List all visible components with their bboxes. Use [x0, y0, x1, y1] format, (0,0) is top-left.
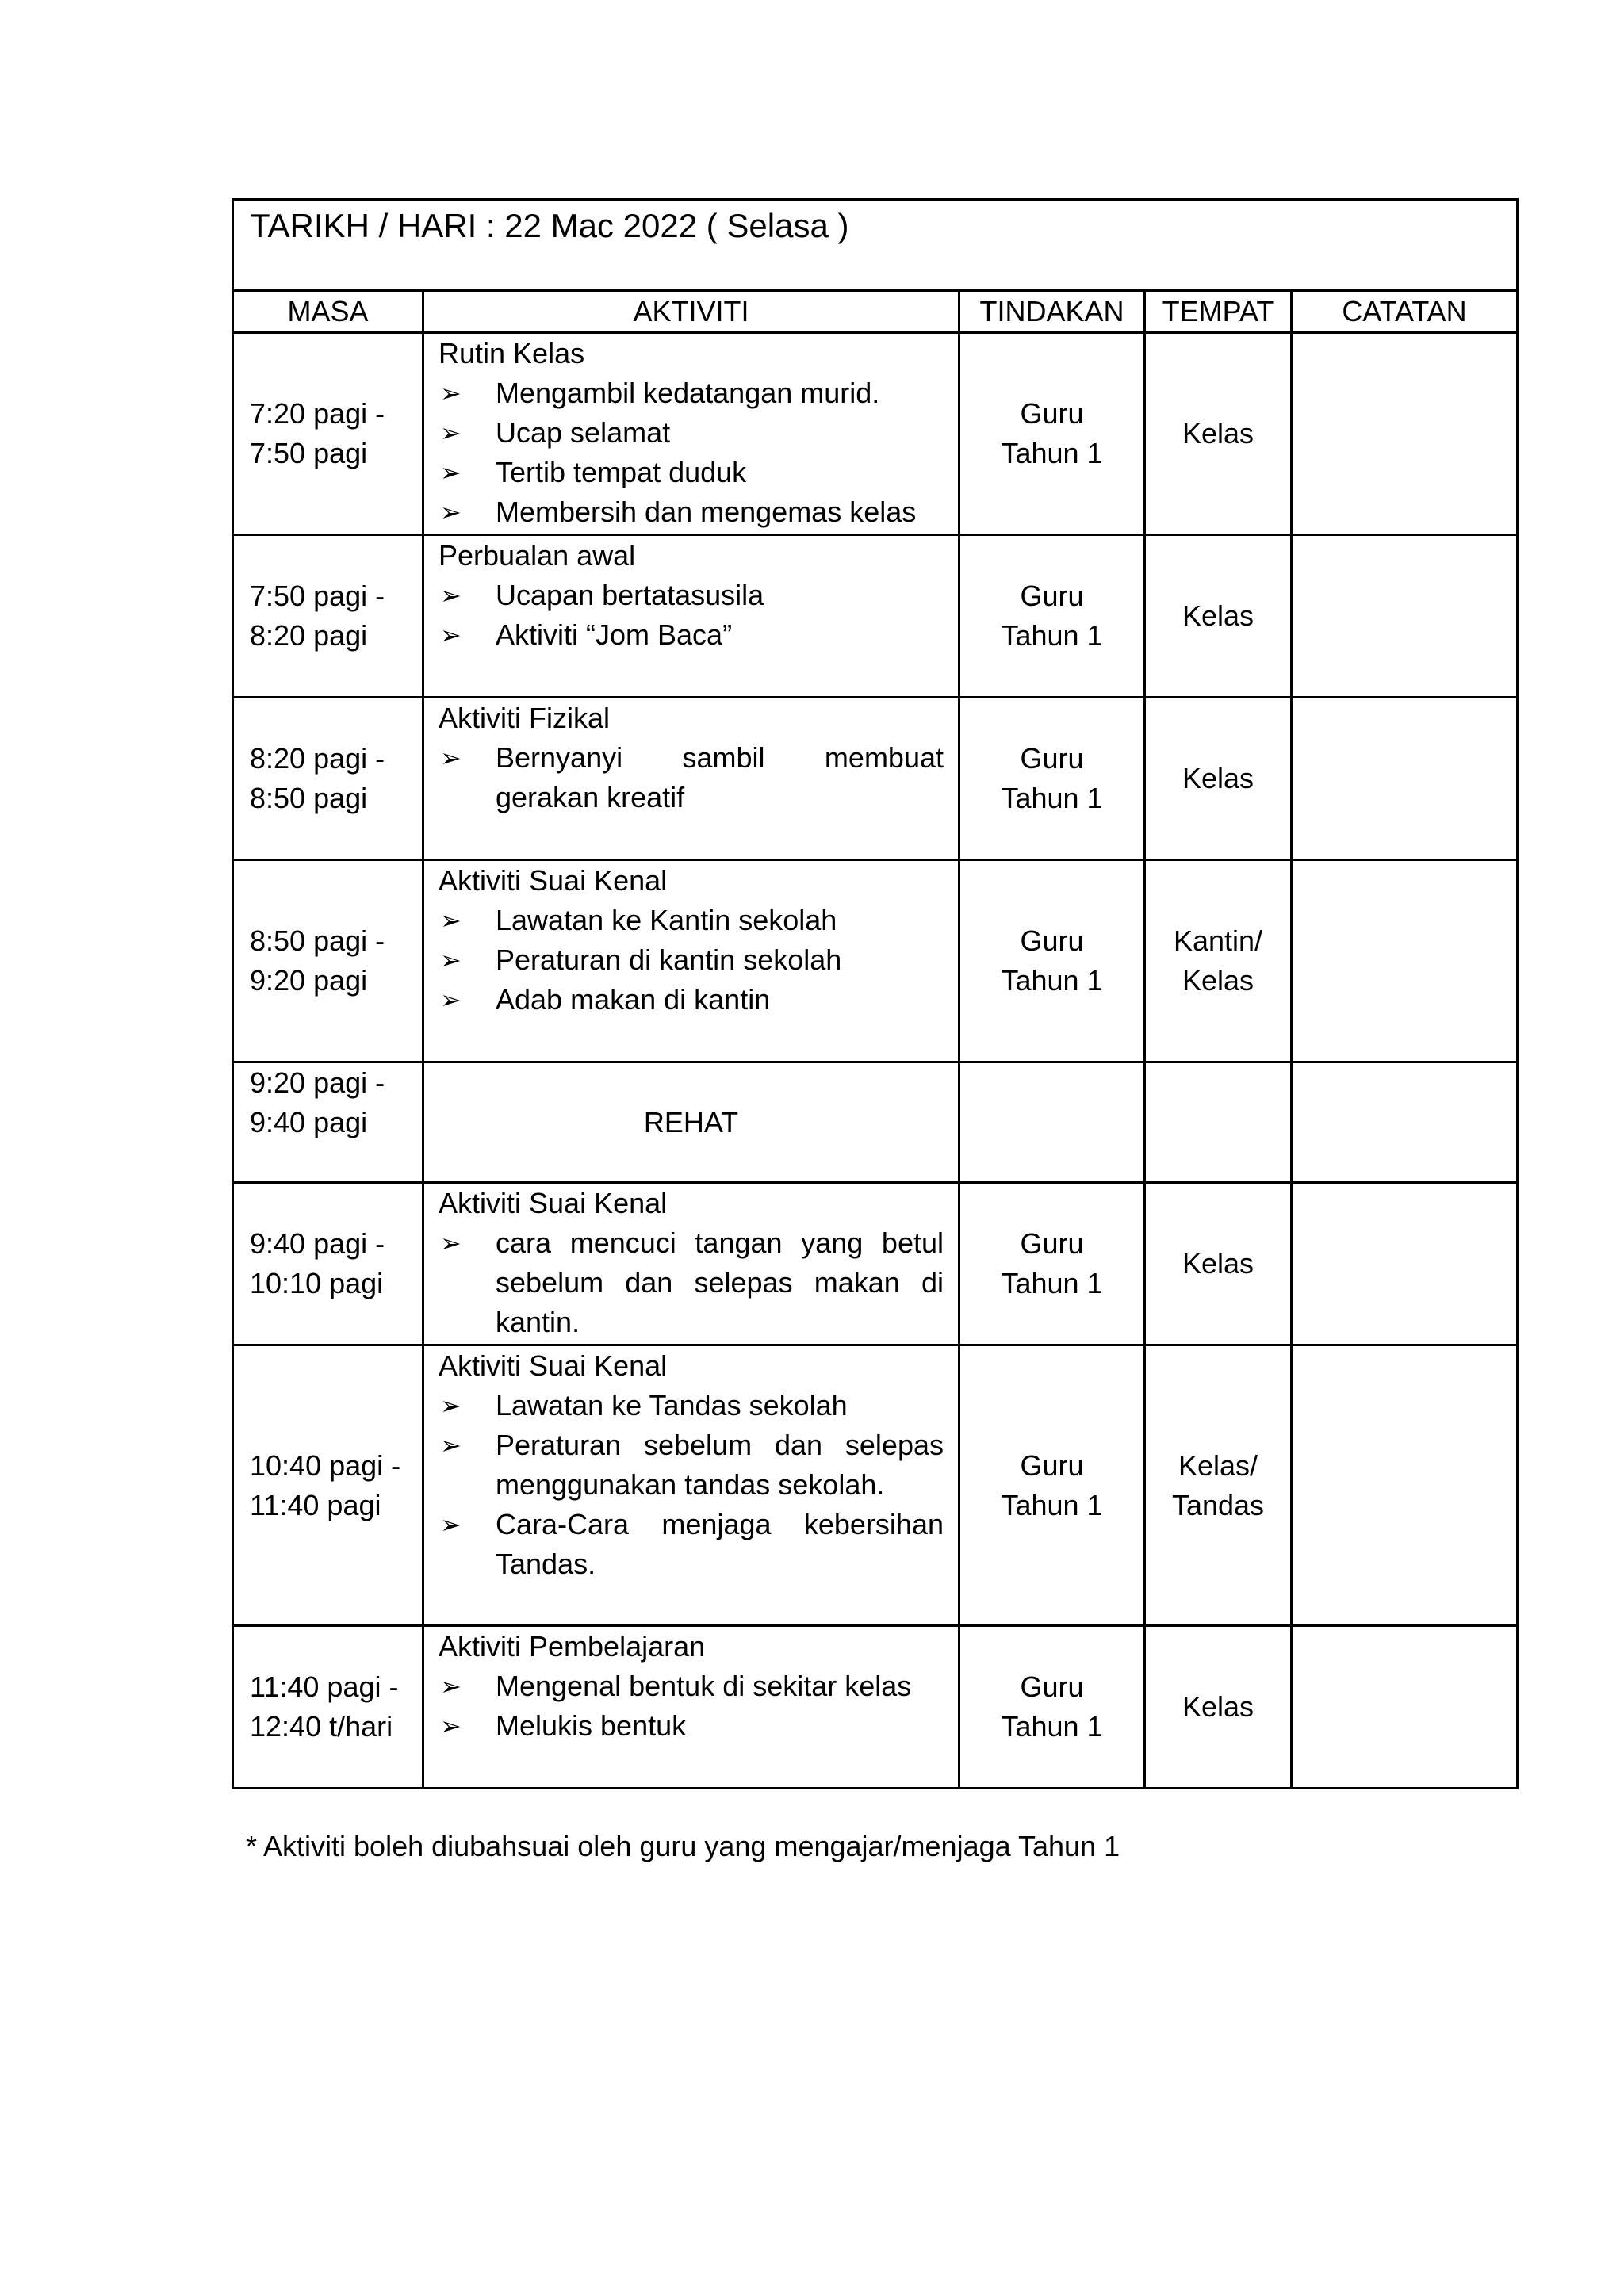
notes-cell	[1292, 860, 1518, 1062]
time-line: 11:40 pagi -	[250, 1670, 399, 1703]
action-line: Guru	[1020, 580, 1084, 612]
notes-cell	[1292, 1062, 1518, 1183]
action-line: Guru	[1020, 1670, 1084, 1703]
table-row	[233, 333, 1518, 535]
place-line: Kelas	[1182, 599, 1254, 632]
activity-cell	[423, 1626, 959, 1789]
activity-heading: Aktiviti Suai Kenal	[439, 1187, 668, 1219]
activity-list	[439, 738, 944, 817]
activity-item: ➢ Membersih dan mengemas kelas	[439, 492, 944, 532]
notes-cell	[1292, 698, 1518, 860]
activity-item: ➢ Mengenal bentuk di sekitar kelas	[439, 1667, 944, 1706]
action-cell	[959, 333, 1145, 535]
time-line: 10:10 pagi	[250, 1267, 384, 1299]
place-cell	[1145, 1626, 1292, 1789]
activity-item: ➢ Peraturan sebelum dan selepas menggunakan tandas sekolah.	[439, 1425, 944, 1505]
time-line: 9:40 pagi	[250, 1106, 368, 1138]
time-line: 8:50 pagi -	[250, 924, 385, 957]
place-line: Kelas	[1182, 417, 1254, 450]
activity-item: ➢ Aktiviti “Jom Baca”	[439, 615, 944, 655]
activity-item: ➢ Lawatan ke Tandas sekolah	[439, 1386, 944, 1425]
table-row	[233, 1183, 1518, 1345]
time-line: 10:40 pagi -	[250, 1448, 401, 1482]
activity-item: ➢ Bernyanyi sambil membuat gerakan kreatif	[439, 738, 944, 817]
activity-list	[439, 576, 944, 655]
activity-item: ➢ cara mencuci tangan yang betul sebelum dan selepas makan di kantin.	[439, 1223, 944, 1342]
activity-cell	[423, 1183, 959, 1345]
action-line: Tahun 1	[1001, 1267, 1103, 1299]
action-line: Guru	[1020, 924, 1084, 957]
footnote: * Aktiviti boleh diubahsuai oleh guru yang mengajar/menjaga Tahun 1	[246, 1830, 1120, 1862]
time-line: 7:50 pagi -	[250, 580, 385, 612]
activity-list	[439, 1667, 944, 1746]
time-cell	[233, 860, 423, 1062]
time-line: 8:50 pagi	[250, 782, 368, 814]
action-cell	[959, 535, 1145, 698]
place-cell	[1145, 698, 1292, 860]
time-cell	[233, 1345, 423, 1626]
action-line: Tahun 1	[1001, 1710, 1103, 1743]
schedule-table	[232, 198, 1519, 1789]
action-cell	[959, 860, 1145, 1062]
schedule-body	[233, 333, 1518, 1789]
action-line: Tahun 1	[1001, 619, 1103, 652]
table-row	[233, 860, 1518, 1062]
notes-cell	[1292, 333, 1518, 535]
action-cell	[959, 1183, 1145, 1345]
action-cell	[959, 1345, 1145, 1626]
activity-item: ➢ Tertib tempat duduk	[439, 453, 944, 492]
activity-cell	[423, 1345, 959, 1626]
break-cell: REHAT	[423, 1062, 959, 1183]
time-line: 12:40 t/hari	[250, 1710, 393, 1743]
activity-cell	[423, 860, 959, 1062]
action-cell	[959, 698, 1145, 860]
place-line: Kelas	[1182, 964, 1254, 997]
activity-item: ➢ Peraturan di kantin sekolah	[439, 940, 944, 980]
activity-heading: Aktiviti Fizikal	[439, 702, 611, 734]
notes-cell	[1292, 535, 1518, 698]
notes-cell	[1292, 1345, 1518, 1626]
table-row	[233, 1345, 1518, 1626]
table-row	[233, 1062, 1518, 1183]
activity-list	[439, 373, 944, 532]
table-row	[233, 698, 1518, 860]
activity-heading: Rutin Kelas	[439, 337, 585, 369]
action-line: Tahun 1	[1001, 437, 1103, 469]
time-cell	[233, 1183, 423, 1345]
time-line: 8:20 pagi -	[250, 742, 385, 775]
activity-item: ➢ Mengambil kedatangan murid.	[439, 373, 944, 413]
header-aktiviti: AKTIVITI	[423, 291, 959, 333]
time-cell	[233, 1626, 423, 1789]
time-line: 9:40 pagi -	[250, 1227, 385, 1260]
time-line: 7:20 pagi -	[250, 397, 385, 430]
time-line: 8:20 pagi	[250, 619, 368, 652]
header-tindakan: TINDAKAN	[959, 291, 1145, 333]
activity-item: ➢ Cara-Cara menjaga kebersihan Tandas.	[439, 1505, 944, 1584]
place-cell	[1145, 535, 1292, 698]
date-title: TARIKH / HARI : 22 Mac 2022 ( Selasa )	[250, 207, 849, 244]
table-row	[233, 535, 1518, 698]
place-cell	[1145, 1183, 1292, 1345]
action-line: Guru	[1020, 1227, 1084, 1260]
date-title-cell	[233, 200, 1518, 291]
header-masa: MASA	[233, 291, 423, 333]
action-line: Guru	[1020, 742, 1084, 775]
activity-heading: Perbualan awal	[439, 539, 636, 572]
activity-list	[439, 1223, 944, 1342]
time-line: 9:20 pagi	[250, 964, 368, 997]
action-line: Guru	[1020, 397, 1084, 430]
header-row	[233, 291, 1518, 333]
time-line: 11:40 pagi	[250, 1488, 381, 1521]
action-line: Tahun 1	[1001, 964, 1103, 997]
action-line: Tahun 1	[1001, 1488, 1103, 1521]
header-catatan: CATATAN	[1292, 291, 1518, 333]
notes-cell	[1292, 1626, 1518, 1789]
activity-cell	[423, 333, 959, 535]
place-line: Kelas	[1182, 1247, 1254, 1280]
activity-heading: Aktiviti Suai Kenal	[439, 1349, 668, 1382]
time-line: 9:20 pagi -	[250, 1066, 385, 1099]
activity-heading: Aktiviti Suai Kenal	[439, 864, 668, 897]
activity-item: ➢ Ucapan bertatasusila	[439, 576, 944, 615]
activity-cell	[423, 698, 959, 860]
table-row	[233, 1626, 1518, 1789]
time-cell	[233, 698, 423, 860]
time-cell	[233, 1062, 423, 1183]
place-line: Kelas/	[1178, 1448, 1258, 1482]
time-cell	[233, 535, 423, 698]
place-line: Kelas	[1182, 1690, 1254, 1723]
activity-heading: Aktiviti Pembelajaran	[439, 1630, 706, 1663]
activity-item: ➢ Adab makan di kantin	[439, 980, 944, 1020]
place-cell	[1145, 1062, 1292, 1183]
header-tempat: TEMPAT	[1145, 291, 1292, 333]
activity-item: ➢ Ucap selamat	[439, 413, 944, 453]
action-cell	[959, 1062, 1145, 1183]
action-line: Tahun 1	[1001, 782, 1103, 814]
place-cell	[1145, 333, 1292, 535]
action-line: Guru	[1020, 1448, 1084, 1482]
action-cell	[959, 1626, 1145, 1789]
time-cell	[233, 333, 423, 535]
notes-cell	[1292, 1183, 1518, 1345]
place-cell	[1145, 1345, 1292, 1626]
time-line: 7:50 pagi	[250, 437, 368, 469]
activity-item: ➢ Lawatan ke Kantin sekolah	[439, 901, 944, 940]
activity-item: ➢ Melukis bentuk	[439, 1706, 944, 1746]
activity-cell	[423, 535, 959, 698]
activity-list	[439, 1386, 944, 1584]
place-line: Kelas	[1182, 762, 1254, 794]
activity-list	[439, 901, 944, 1020]
place-line: Kantin/	[1173, 924, 1263, 957]
place-cell	[1145, 860, 1292, 1062]
place-line: Tandas	[1171, 1488, 1265, 1521]
